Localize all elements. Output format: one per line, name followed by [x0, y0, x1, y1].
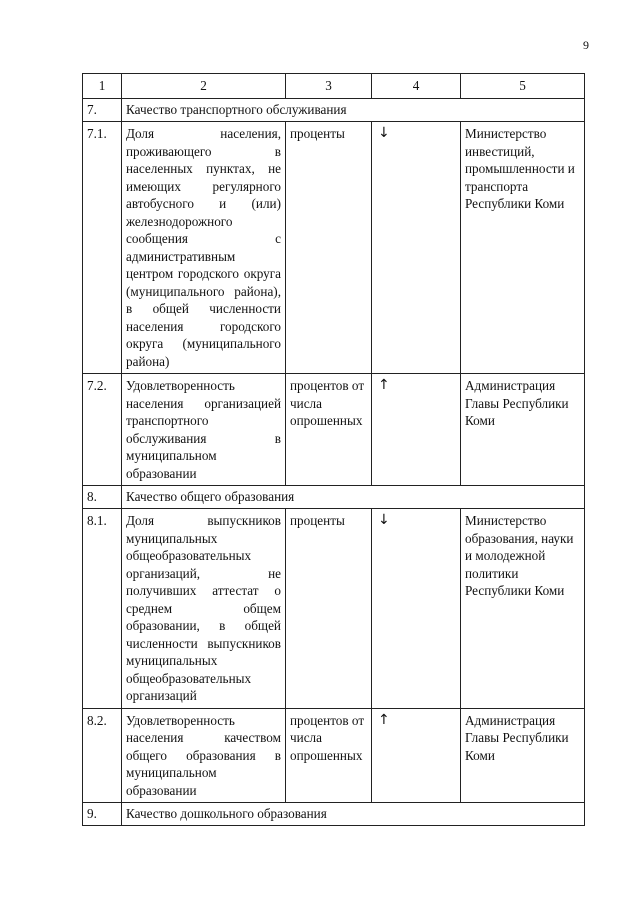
- column-header: 3: [286, 74, 372, 99]
- indicator-text: Удовлетворенность населения организацией транспортного обслуживания в муниципальном образовании: [122, 374, 286, 486]
- indicator-text: Доля населения, проживающего в населенных пунктах, не имеющих регулярного автобусного и (или) железнодорожного сообщения с административным центром городского округа (муниципального района), в общей численности населения городского округа (муниципального района): [122, 122, 286, 374]
- column-header: 1: [83, 74, 122, 99]
- row-number: 7.1.: [83, 122, 122, 374]
- indicator-text: Удовлетворенность населения качеством общего образования в муниципальном образовании: [122, 708, 286, 803]
- section-row: [83, 803, 585, 826]
- unit-text: процентов от числа опрошенных: [286, 374, 372, 486]
- unit-text: проценты: [286, 509, 372, 709]
- row-number: 7.: [83, 99, 122, 122]
- header-row: [83, 74, 585, 99]
- responsible-text: Министерство образования, науки и молодежной политики Республики Коми: [461, 509, 585, 709]
- responsible-text: Администрация Главы Республики Коми: [461, 708, 585, 803]
- column-header: 5: [461, 74, 585, 99]
- indicators-table: [82, 73, 585, 826]
- row-number: 9.: [83, 803, 122, 826]
- section-row: [83, 486, 585, 509]
- page-number: 9: [583, 38, 589, 52]
- table-row: [83, 509, 585, 709]
- arrow-up-icon: ↑: [372, 374, 461, 486]
- row-number: 7.2.: [83, 374, 122, 486]
- column-header: 4: [372, 74, 461, 99]
- indicator-text: Доля выпускников муниципальных общеобразовательных организаций, не получивших аттестат о среднем общем образовании, в общей численности выпускников муниципальных общеобразовательных организаций: [122, 509, 286, 709]
- arrow-up-icon: ↑: [372, 708, 461, 803]
- section-title: Качество общего образования: [122, 486, 585, 509]
- row-number: 8.: [83, 486, 122, 509]
- arrow-down-icon: ↓: [372, 509, 461, 709]
- arrow-down-icon: ↓: [372, 122, 461, 374]
- table-row: [83, 374, 585, 486]
- unit-text: процентов от числа опрошенных: [286, 708, 372, 803]
- table-row: [83, 122, 585, 374]
- section-title: Качество транспортного обслуживания: [122, 99, 585, 122]
- column-header: 2: [122, 74, 286, 99]
- section-title: Качество дошкольного образования: [122, 803, 585, 826]
- section-row: [83, 99, 585, 122]
- unit-text: проценты: [286, 122, 372, 374]
- table-row: [83, 708, 585, 803]
- row-number: 8.1.: [83, 509, 122, 709]
- responsible-text: Администрация Главы Республики Коми: [461, 374, 585, 486]
- row-number: 8.2.: [83, 708, 122, 803]
- responsible-text: Министерство инвестиций, промышленности и транспорта Республики Коми: [461, 122, 585, 374]
